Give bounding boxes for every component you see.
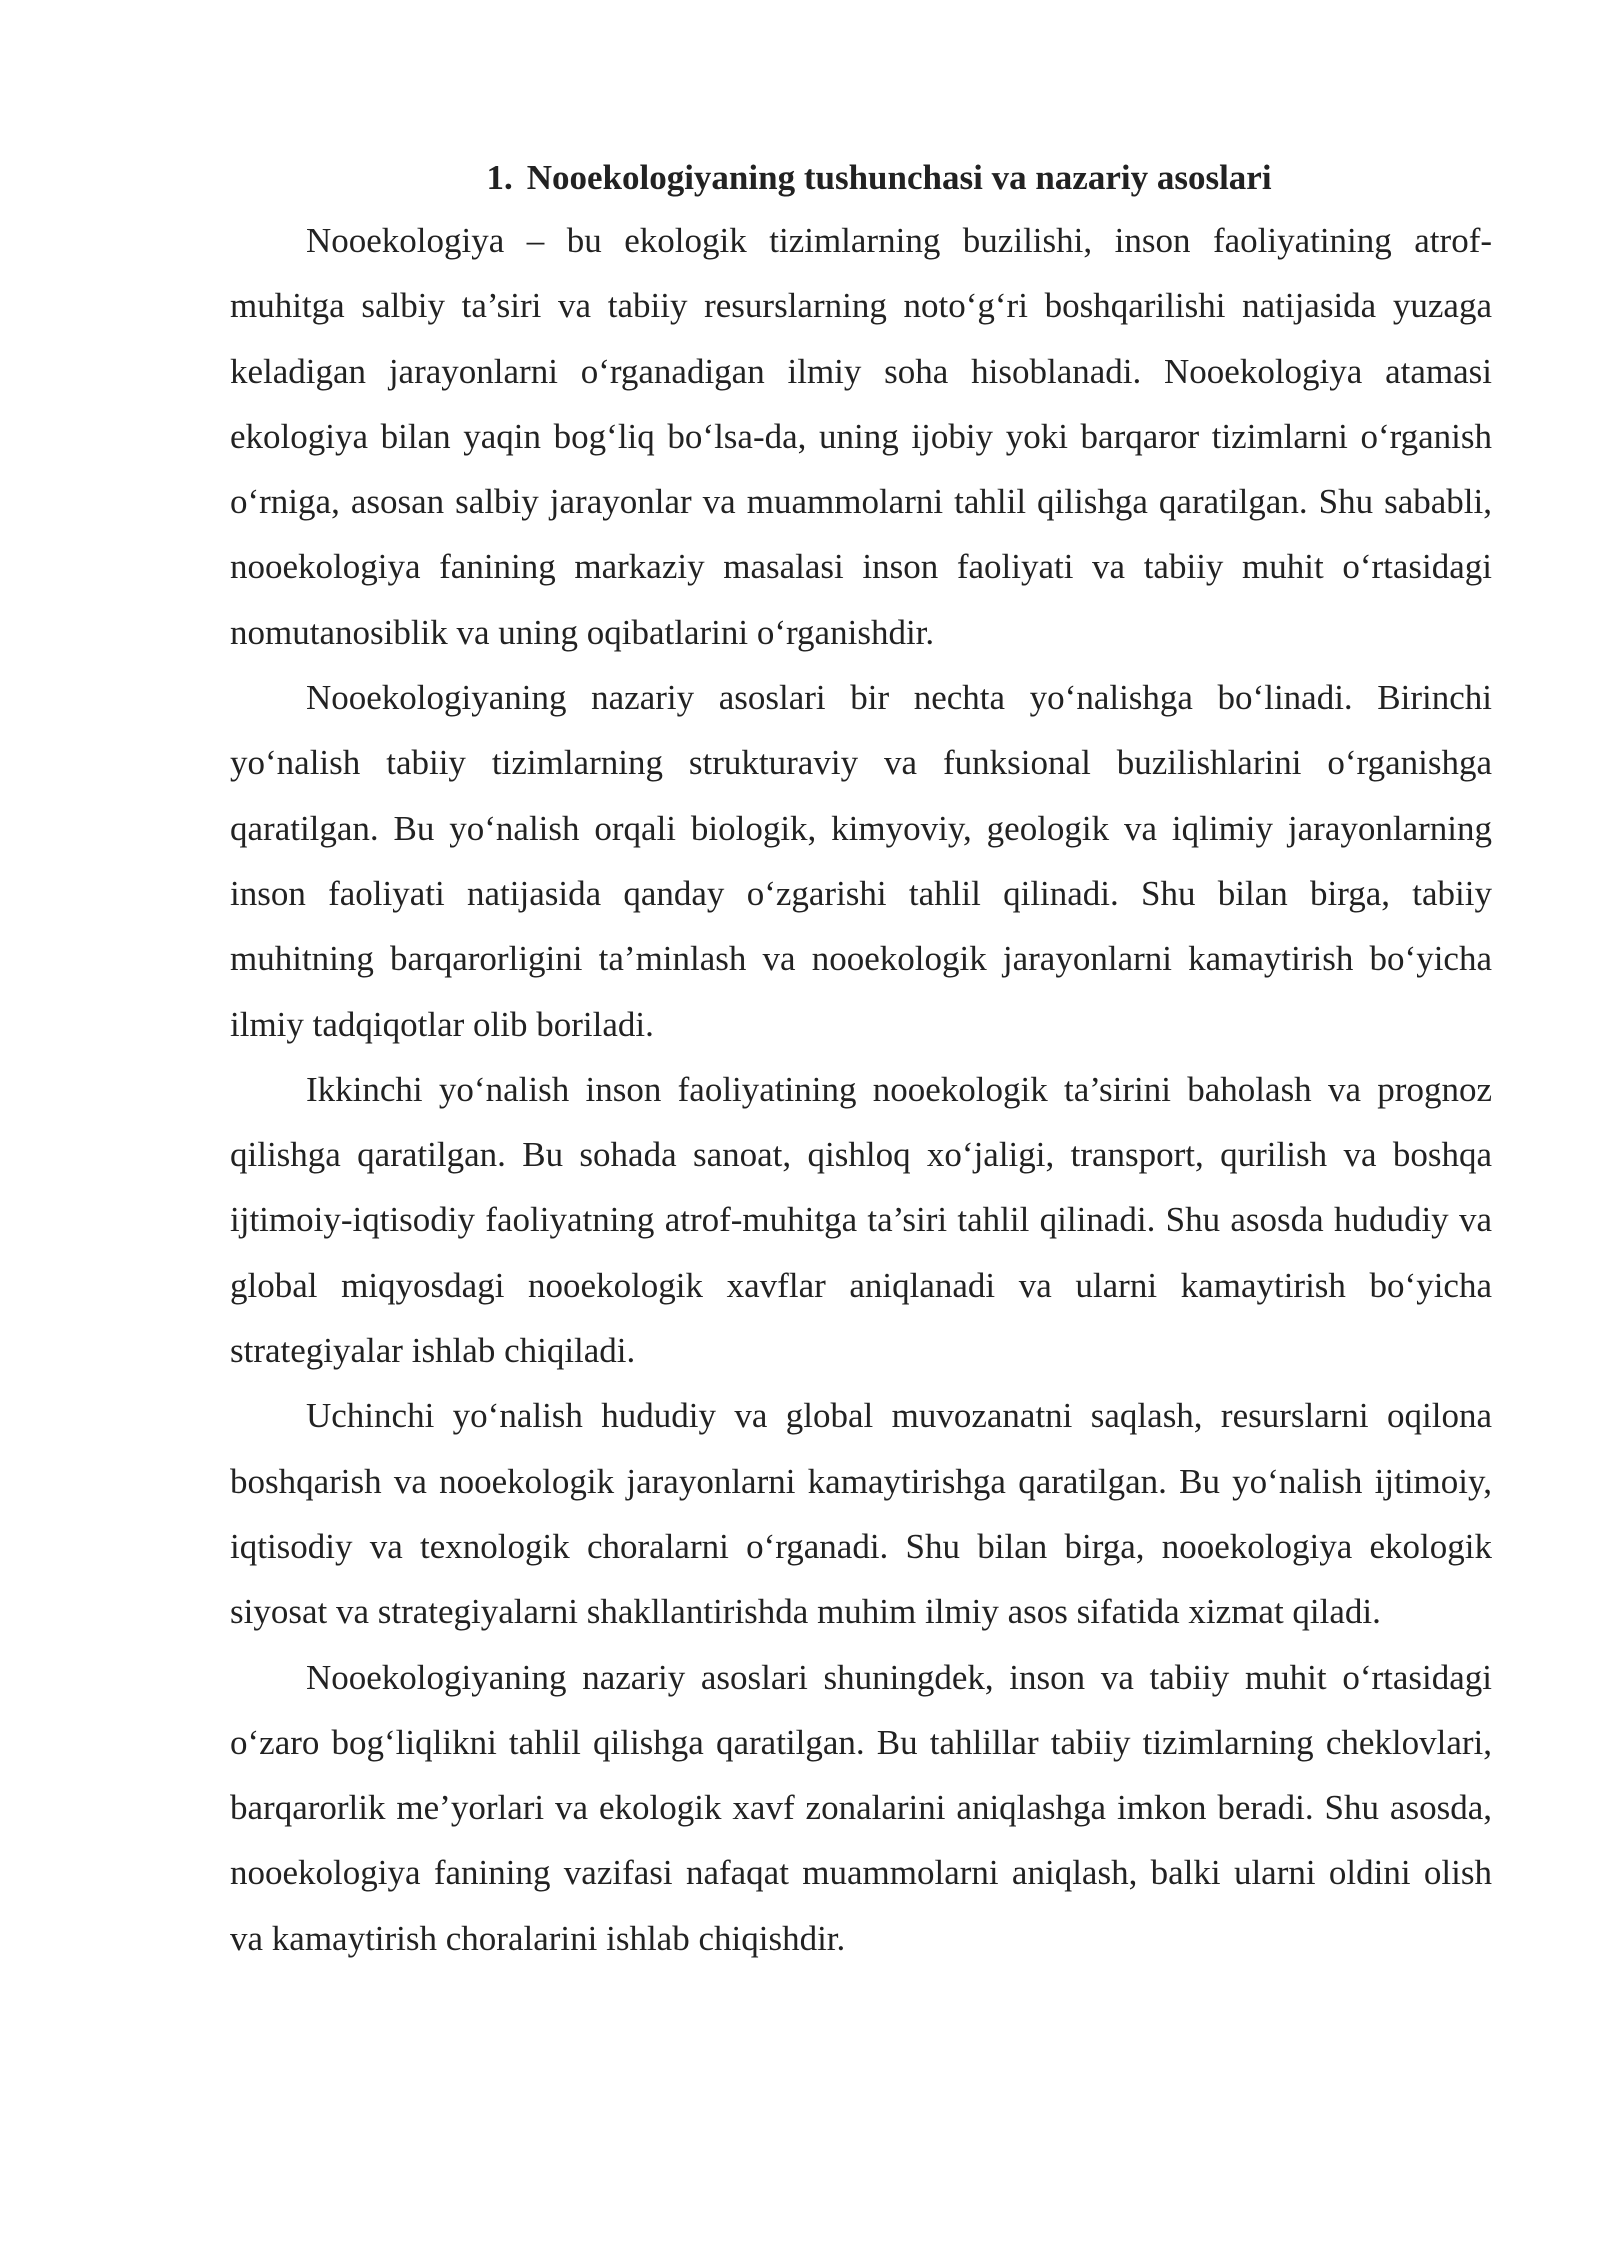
paragraph-3: Ikkinchi yo‘nalish inson faoliyatining nooekologik ta’sirini baholash va prognoz qilishga qaratilgan. Bu sohada sanoat, qishloq xo‘jaligi, transport, qurilish va boshqa ijtimoiy-iqtisodiy faoliyatning atrof-muhitga ta’siri tahlil qilinadi. Shu asosda hududiy va global miqyosdagi nooekologik xavflar aniqlanadi va ularni kamaytirish bo‘yicha strategiyalar ishlab chiqiladi.	[230, 1069, 1492, 1371]
paragraph-4: Uchinchi yo‘nalish hududiy va global muvozanatni saqlash, resurslarni oqilona boshqarish va nooekologik jarayonlarni kamaytirishga qaratilgan. Bu yo‘nalish ijtimoiy, iqtisodiy va texnologik choralarni o‘rganadi. Shu bilan birga, nooekologiya ekologik siyosat va strategiyalarni shakllantirishda muhim ilmiy asos sifatida xizmat qiladi.	[230, 1396, 1492, 1632]
paragraph-2: Nooekologiyaning nazariy asoslari bir nechta yo‘nalishga bo‘linadi. Birinchi yo‘nalish tabiiy tizimlarning strukturaviy va funksional buzilishlarini o‘rganishga qaratilgan. Bu yo‘nalish orqali biologik, kimyoviy, geologik va iqlimiy jarayonlarning inson faoliyati natijasida qanday o‘zgarishi tahlil qilinadi. Shu bilan birga, tabiiy muhitning barqarorligini ta’minlash va nooekologik jarayonlarni kamaytirish bo‘yicha ilmiy tadqiqotlar olib boriladi.	[230, 678, 1492, 1044]
paragraph-1: Nooekologiya – bu ekologik tizimlarning buzilishi, inson faoliyatining atrof-muhitga salbiy ta’siri va tabiiy resurslarning noto‘g‘ri boshqarilishi natijasida yuzaga keladigan jarayonlarni o‘rganadigan ilmiy soha hisoblanadi. Nooekologiya atamasi ekologiya bilan yaqin bog‘liq bo‘lsa-da, uning ijobiy yoki barqaror tizimlarni o‘rganish o‘rniga, asosan salbiy jarayonlar va muammolarni tahlil qilishga qaratilgan. Shu sababli, nooekologiya fanining markaziy masalasi inson faoliyati va tabiiy muhit o‘rtasidagi nomutanosiblik va uning oqibatlarini o‘rganishdir.	[230, 221, 1492, 652]
section-heading	[230, 148, 1492, 208]
section-number: 1.	[486, 158, 513, 197]
document-body	[230, 148, 1492, 1971]
paragraph-5: Nooekologiyaning nazariy asoslari shuningdek, inson va tabiiy muhit o‘rtasidagi o‘zaro bog‘liqlikni tahlil qilishga qaratilgan. Bu tahlillar tabiiy tizimlarning cheklovlari, barqarorlik me’yorlari va ekologik xavf zonalarini aniqlashga imkon beradi. Shu asosda, nooekologiya fanining vazifasi nafaqat muammolarni aniqlash, balki ularni oldini olish va kamaytirish choralarini ishlab chiqishdir.	[230, 1657, 1492, 1958]
section-title: Nooekologiyaning tushunchasi va nazariy asoslari	[526, 158, 1272, 197]
